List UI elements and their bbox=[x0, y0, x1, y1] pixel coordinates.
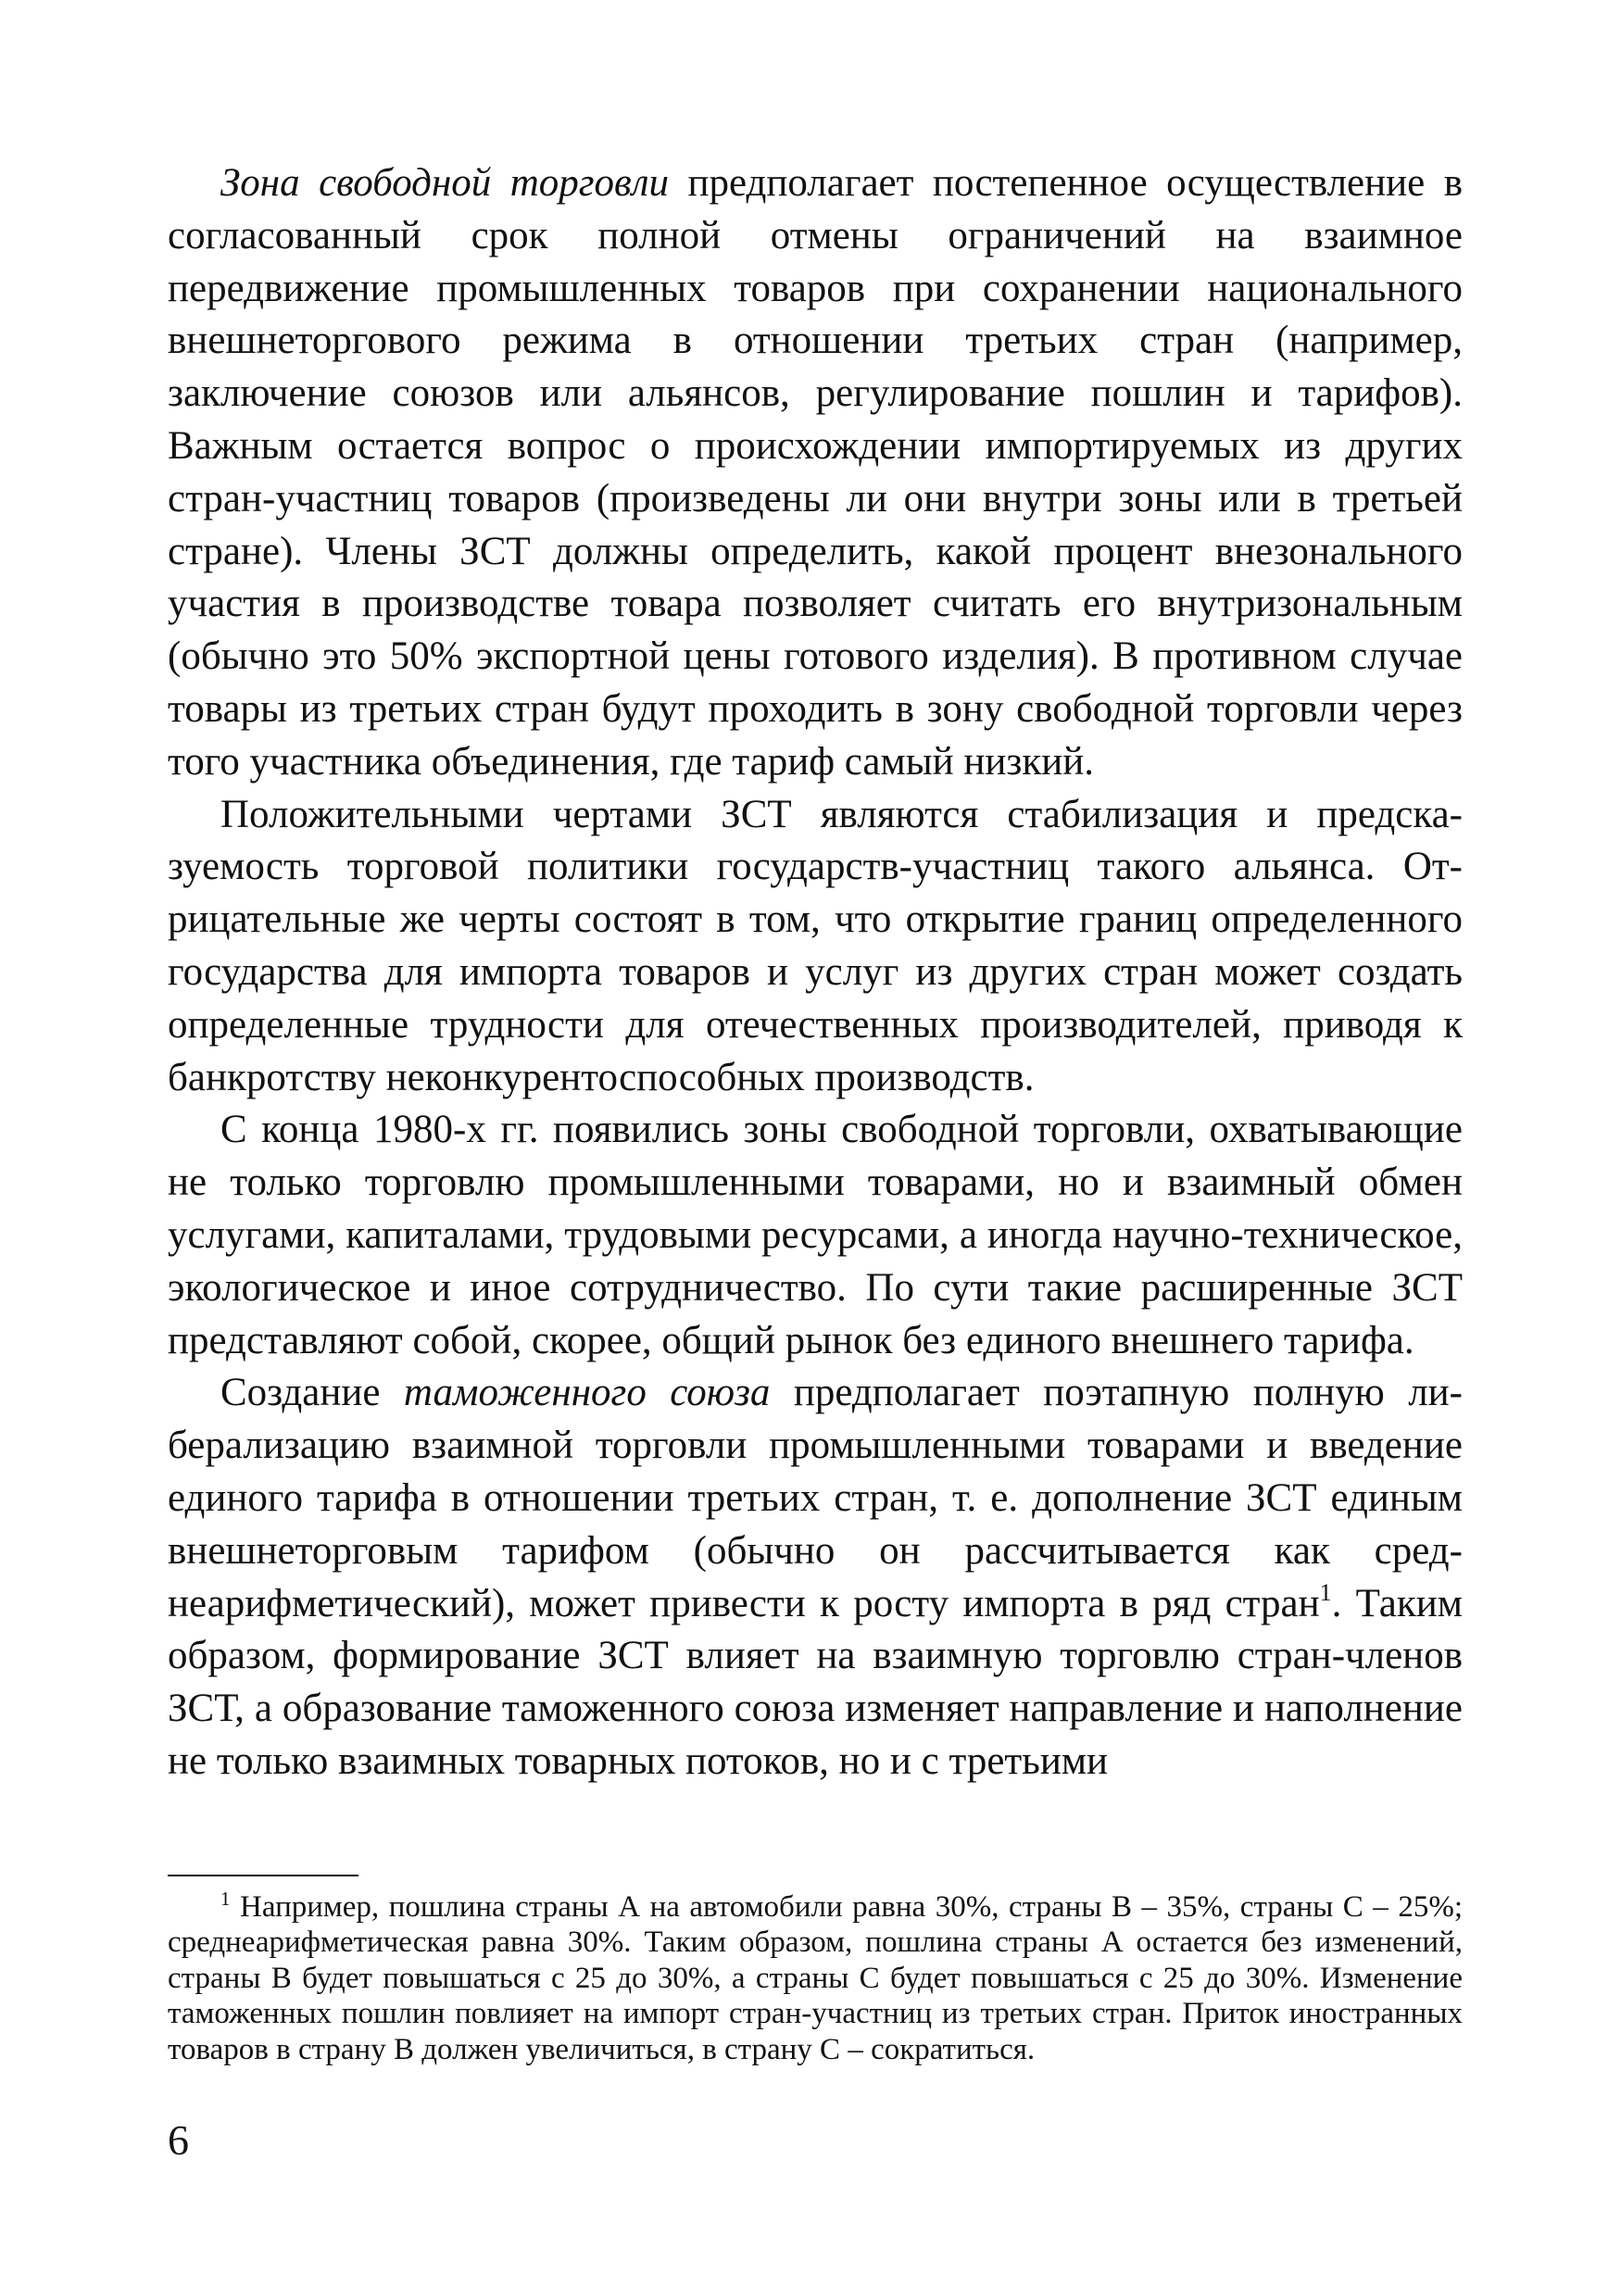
page-number: 6 bbox=[168, 2116, 189, 2164]
footnote-reference[interactable]: 1 bbox=[1319, 1578, 1332, 1606]
paragraph-text: Положительными чертами ЗСТ являются стабилизация и предсказуемость торговой политики государств-участниц такого альянса. Отрицательные же черты состоят в том, что открытие границ определенного государства для импорта товаров и услуг из других стран может создать определенные трудности для отечественных производителей, приводя к банкротству неконкурентоспособных производств. bbox=[168, 792, 1463, 1099]
paragraph-text: С конца 1980-х гг. появились зоны свободной торговли, охватывающие не только торговлю промышленными товарами, но и взаимный обмен услугами, капиталами, трудовыми ресурсами, а иногда научно-техническое, экологическое и иное сотрудничество. По сути такие расширенные ЗСТ представляют собой, скорее, общий рынок без единого внешнего тарифа. bbox=[168, 1108, 1463, 1362]
footnote bbox=[168, 1889, 1463, 2067]
main-text bbox=[168, 157, 1463, 1788]
paragraph-text: предполагает постепенное осуществление в согласованный срок полной отмены ограничений на взаимное передвижение промышленных товаров при сохранении национального внешнеторгового режима в отношении третьих стран (например, заключение союзов или альянсов, регулирование пошлин и тарифов). Важным остается вопрос о происхождении импортируемых из других стран-участниц товаров (произведены ли они внутри зоны или в третьей стране). Члены ЗСТ должны определить, какой процент внезонального участия в производстве товара позволяет считать его внутризональным (обычно это 50% экспортной цены готового изделия). В противном случае товары из третьих стран будут проходить в зону свободной торговли через того участника объединения, где тариф самый низкий. bbox=[168, 161, 1464, 784]
paragraph-pros-cons bbox=[168, 789, 1463, 1105]
paragraph-extended-zones bbox=[168, 1104, 1463, 1367]
footnote-separator bbox=[168, 1875, 358, 1876]
paragraph-text: Создание bbox=[220, 1371, 404, 1415]
paragraph-customs-union bbox=[168, 1367, 1463, 1788]
term-free-trade-zone: Зона свободной торговли bbox=[220, 161, 669, 205]
paragraph-text: . Таким образом, формирование ЗСТ влияет на взаимную торговлю стран-членов ЗСТ, а образование таможенного союза изменяет направление и наполнение не только взаимных товарных потоков, но и с третьими bbox=[168, 1581, 1463, 1783]
paragraph-text: предполагает поэтапную полную либерализацию взаимной торговли промышленными товарами и введение единого тарифа в отношении третьих стран, т. е. дополнение ЗСТ единым внешнеторговым тарифом (обычно он рассчитывается как среднеарифметический), может привести к росту импорта в ряд стран bbox=[168, 1371, 1463, 1625]
footnote-text: Например, пошлина страны А на автомобили равна 30%, страны В – 35%, страны С – 25%; среднеарифметическая равна 30%. Таким образом, пошлина страны А остается без изменений, страны В будет повышаться с 25 до 30%, а страны С будет повышаться с 25 до 30%. Изменение таможенных пошлин повлияет на импорт стран-участниц из третьих стран. Приток иностранных товаров в страну В должен увеличиться, в страну С – сократиться. bbox=[168, 1890, 1463, 2066]
footnote-mark: 1 bbox=[220, 1888, 231, 1910]
term-customs-union: таможенного союза bbox=[403, 1371, 771, 1415]
paragraph-free-trade-zone bbox=[168, 157, 1463, 789]
